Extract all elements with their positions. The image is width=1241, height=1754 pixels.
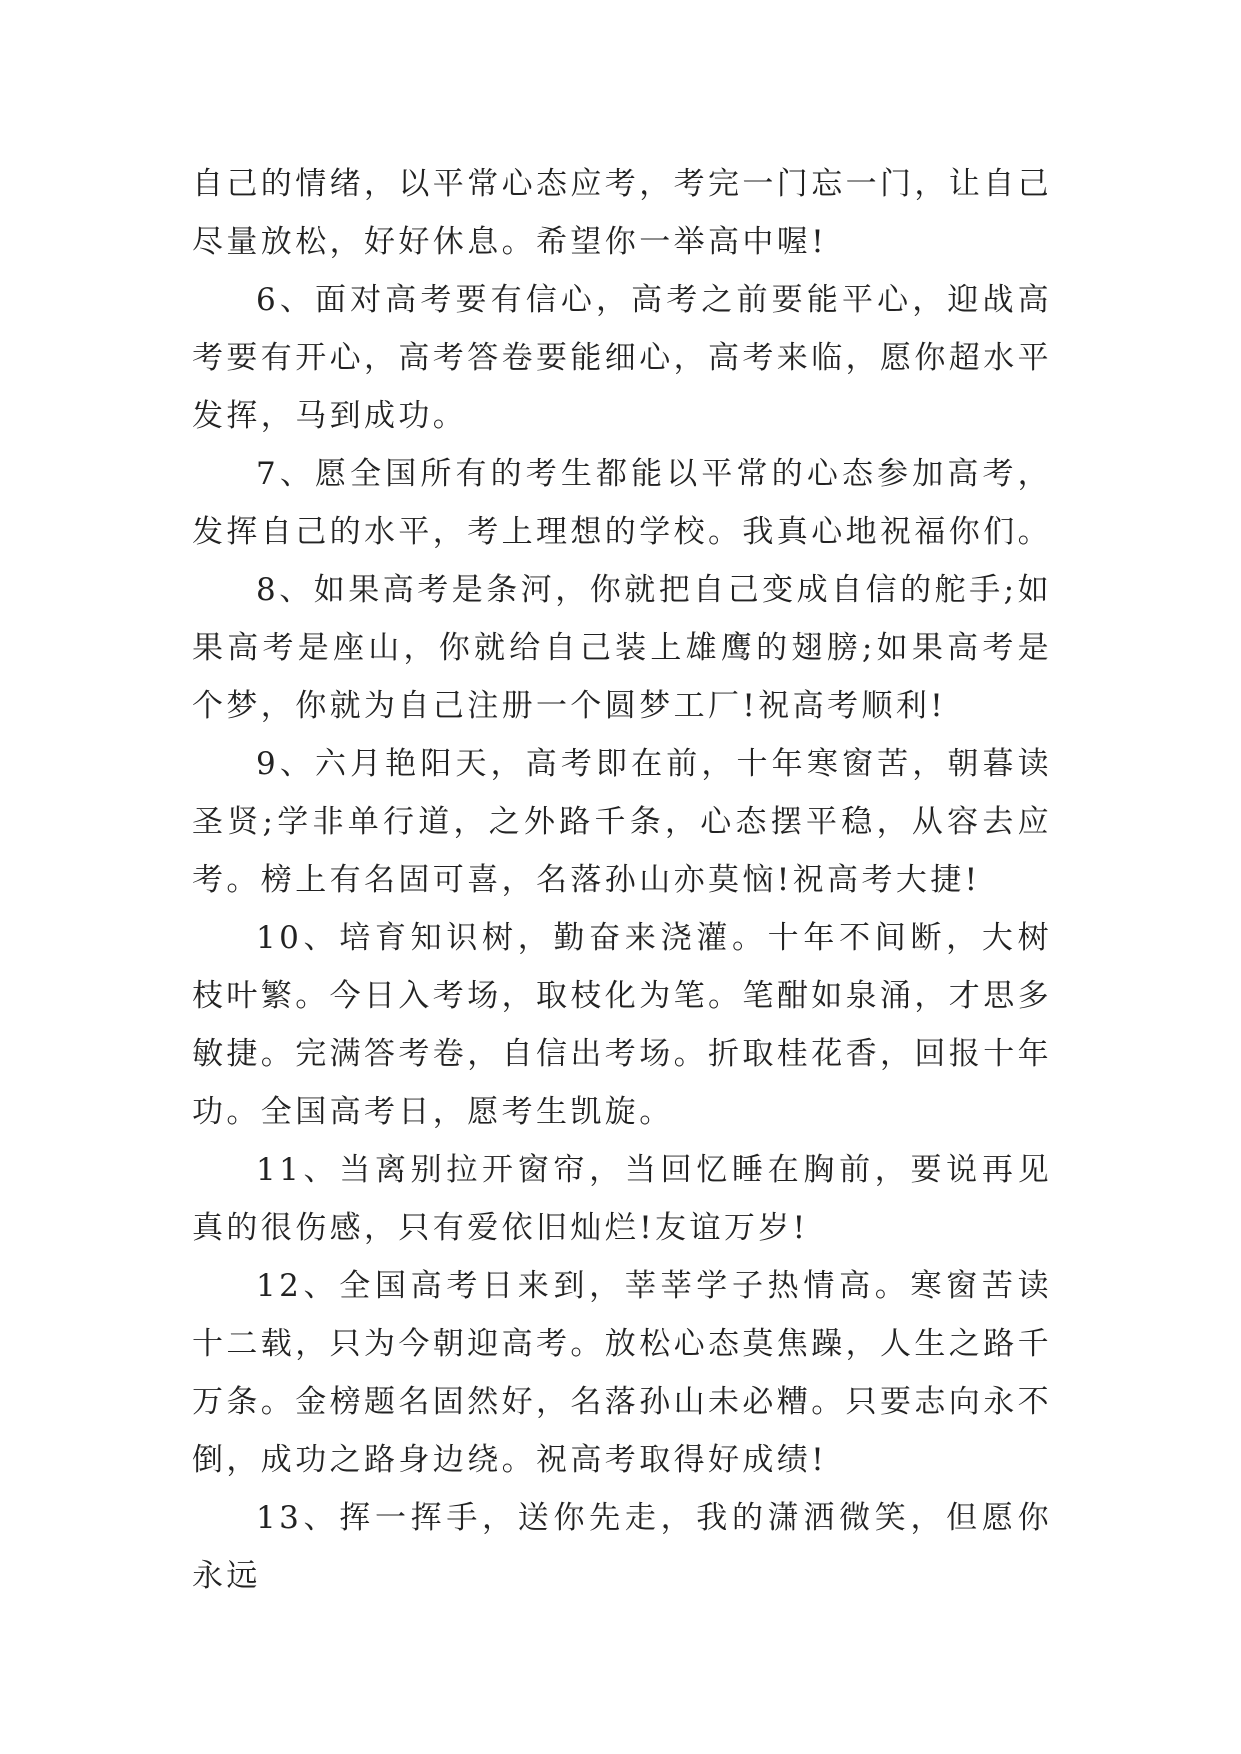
paragraph-6: 6、面对高考要有信心，高考之前要能平心，迎战高考要有开心，高考答卷要能细心，高考来临，愿你超水平发挥，马到成功。 [192,282,1052,434]
paragraph-11: 11、当离别拉开窗帘，当回忆睡在胸前，要说再见真的很伤感，只有爱依旧灿烂!友谊万岁! [192,1152,1052,1246]
paragraph-9: 9、六月艳阳天，高考即在前，十年寒窗苦，朝暮读圣贤;学非单行道，之外路千条，心态摆平稳，从容去应考。榜上有名固可喜，名落孙山亦莫恼!祝高考大捷! [192,746,1052,898]
paragraph-7: 7、愿全国所有的考生都能以平常的心态参加高考，发挥自己的水平，考上理想的学校。我真心地祝福你们。 [192,456,1052,550]
document-body [192,155,1052,1605]
paragraph-10: 10、培育知识树，勤奋来浇灌。十年不间断，大树枝叶繁。今日入考场，取枝化为笔。笔酣如泉涌，才思多敏捷。完满答考卷，自信出考场。折取桂花香，回报十年功。全国高考日，愿考生凯旋。 [192,920,1052,1130]
paragraph-5-continuation: 自己的情绪，以平常心态应考，考完一门忘一门，让自己尽量放松，好好休息。希望你一举高中喔! [192,166,1052,260]
paragraph-12: 12、全国高考日来到，莘莘学子热情高。寒窗苦读十二载，只为今朝迎高考。放松心态莫焦躁，人生之路千万条。金榜题名固然好，名落孙山未必糟。只要志向永不倒，成功之路身边绕。祝高考取得好成绩! [192,1268,1052,1478]
paragraph-13: 13、挥一挥手，送你先走，我的潇洒微笑，但愿你永远 [192,1500,1052,1594]
paragraph-8: 8、如果高考是条河，你就把自己变成自信的舵手;如果高考是座山，你就给自己装上雄鹰的翅膀;如果高考是个梦，你就为自己注册一个圆梦工厂!祝高考顺利! [192,572,1052,724]
